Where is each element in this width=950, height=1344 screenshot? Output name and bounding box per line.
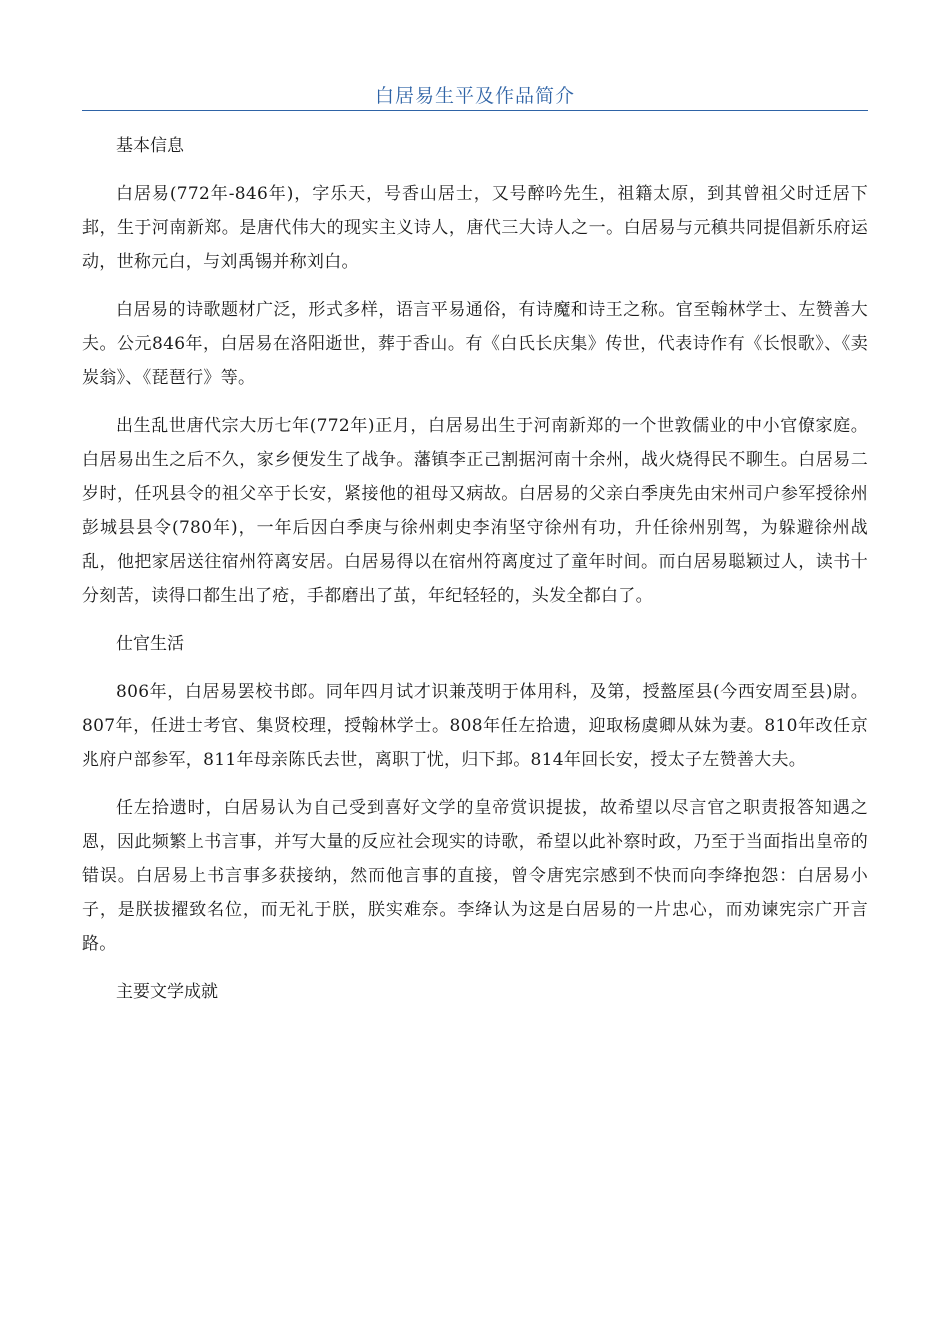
paragraph-remonstrance: 任左拾遗时，白居易认为自己受到喜好文学的皇帝赏识提拔，故希望以尽言官之职责报答知遇之恩，因此频繁上书言事，并写大量的反应社会现实的诗歌，希望以此补察时政，乃至于当面指出皇帝的错误。白居易上书言事多获接纳，然而他言事的直接，曾令唐宪宗感到不快而向李绛抱怨：白居易小子，是朕拔擢致名位，而无礼于朕，朕实难奈。李绛认为这是白居易的一片忠心，而劝谏宪宗广开言路。 (82, 798, 868, 954)
section-heading-basic-info: 基本信息 (116, 136, 184, 156)
paragraph-poetry-style: 白居易的诗歌题材广泛，形式多样，语言平易通俗，有诗魔和诗王之称。官至翰林学士、左赞善大夫。公元846年，白居易在洛阳逝世，葬于香山。有《白氏长庆集》传世，代表诗作有《长恨歌》、《卖炭翁》、《琵琶行》等。 (82, 300, 868, 388)
document-page (82, 0, 868, 1009)
paragraph-intro: 白居易(772年-846年)，字乐天，号香山居士，又号醉吟先生，祖籍太原，到其曾祖父时迁居下邽，生于河南新郑。是唐代伟大的现实主义诗人，唐代三大诗人之一。白居易与元稹共同提倡新乐府运动，世称元白，与刘禹锡并称刘白。 (82, 184, 868, 272)
section-heading-official-career: 仕官生活 (116, 634, 184, 654)
document-body (82, 129, 868, 1009)
document-title: 白居易生平及作品简介 (374, 85, 575, 107)
section-heading-literary-achievements: 主要文学成就 (116, 982, 218, 1002)
title-divider (82, 110, 868, 111)
paragraph-career-timeline: 806年，白居易罢校书郎。同年四月试才识兼茂明于体用科，及第，授盩厔县(今西安周至县)尉。807年，任进士考官、集贤校理，授翰林学士。808年任左拾遗，迎取杨虞卿从妹为妻。810年改任京兆府户部参军，811年母亲陈氏去世，离职丁忧，归下邽。814年回长安，授太子左赞善大夫。 (82, 682, 868, 770)
paragraph-birth: 出生乱世唐代宗大历七年(772年)正月，白居易出生于河南新郑的一个世敦儒业的中小官僚家庭。白居易出生之后不久，家乡便发生了战争。藩镇李正己割据河南十余州，战火烧得民不聊生。白居易二岁时，任巩县令的祖父卒于长安，紧接他的祖母又病故。白居易的父亲白季庚先由宋州司户参军授徐州彭城县县令(780年)，一年后因白季庚与徐州刺史李洧坚守徐州有功，升任徐州别驾，为躲避徐州战乱，他把家居送往宿州符离安居。白居易得以在宿州符离度过了童年时间。而白居易聪颖过人，读书十分刻苦，读得口都生出了疮，手都磨出了茧，年纪轻轻的，头发全都白了。 (82, 416, 868, 606)
